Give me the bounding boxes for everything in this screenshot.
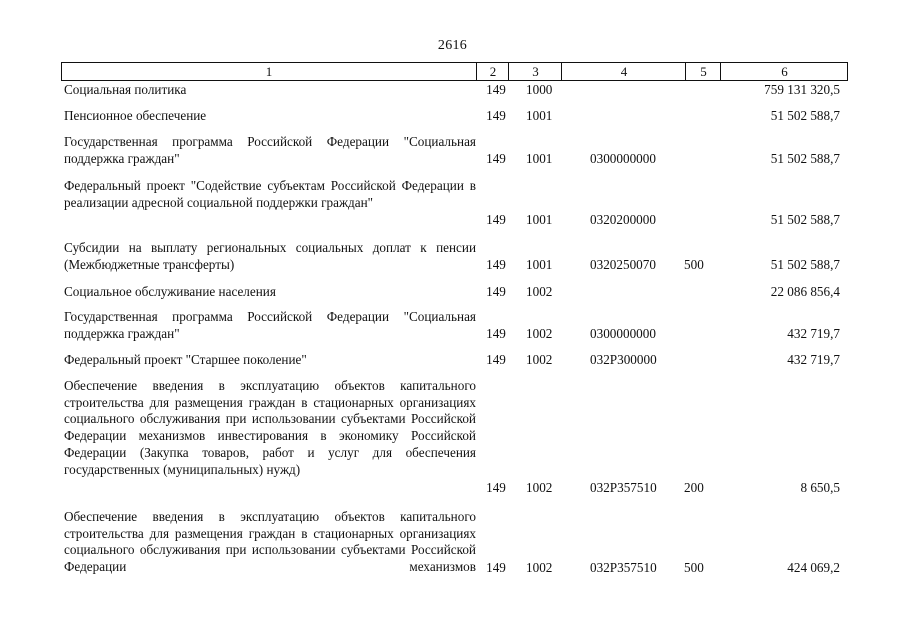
row-col-4: 0300000000 bbox=[590, 151, 656, 166]
table-row bbox=[0, 509, 905, 577]
row-name: Федеральный проект "Содействие субъектам Российской Федерации в реализации адресной социальной поддержки граждан" bbox=[64, 178, 476, 210]
row-col-3: 1001 bbox=[526, 108, 553, 123]
row-col-2: 149 bbox=[486, 326, 506, 341]
row-col-5: 500 bbox=[684, 560, 704, 575]
row-col-3: 1000 bbox=[526, 82, 553, 97]
header-col-6: 6 bbox=[720, 63, 848, 80]
row-col-4: 0320200000 bbox=[590, 212, 656, 227]
header-col-3: 3 bbox=[508, 63, 562, 80]
row-col-6: 22 086 856,4 bbox=[770, 284, 840, 299]
row-col-2: 149 bbox=[486, 560, 506, 575]
row-col-6: 759 131 320,5 bbox=[764, 82, 840, 97]
row-col-3: 1001 bbox=[526, 257, 553, 272]
row-col-6: 432 719,7 bbox=[787, 326, 840, 341]
row-name: Пенсионное обеспечение bbox=[64, 108, 207, 123]
row-col-2: 149 bbox=[486, 352, 506, 367]
row-col-3: 1002 bbox=[526, 352, 553, 367]
row-col-2: 149 bbox=[486, 284, 506, 299]
row-name: Государственная программа Российской Федерации "Социальная поддержка граждан" bbox=[64, 134, 476, 166]
row-col-4: 032P357510 bbox=[590, 480, 657, 495]
table-row bbox=[0, 309, 905, 343]
row-col-3: 1002 bbox=[526, 284, 553, 299]
row-col-4: 032P300000 bbox=[590, 352, 657, 367]
row-col-2: 149 bbox=[486, 480, 506, 495]
row-col-6: 51 502 588,7 bbox=[770, 212, 840, 227]
header-col-4: 4 bbox=[561, 63, 686, 80]
row-col-5: 500 bbox=[684, 257, 704, 272]
row-col-3: 1002 bbox=[526, 326, 553, 341]
row-col-3: 1001 bbox=[526, 212, 553, 227]
row-name: Обеспечение введения в эксплуатацию объектов капитального строительства для размещения граждан в стационарных организациях социального обслуживания при использовании субъектами Российской Федерации механизмов bbox=[64, 509, 476, 575]
page-number: 2616 bbox=[437, 38, 468, 53]
row-col-6: 51 502 588,7 bbox=[770, 151, 840, 166]
row-col-4: 0320250070 bbox=[590, 257, 656, 272]
row-col-2: 149 bbox=[486, 151, 506, 166]
row-name: Федеральный проект "Старшее поколение" bbox=[64, 352, 307, 367]
table-row bbox=[0, 82, 905, 99]
row-col-6: 51 502 588,7 bbox=[770, 108, 840, 123]
row-col-2: 149 bbox=[486, 212, 506, 227]
row-name: Государственная программа Российской Федерации "Социальная поддержка граждан" bbox=[64, 309, 476, 341]
table-row bbox=[0, 178, 905, 229]
table-row bbox=[0, 284, 905, 301]
header-col-5: 5 bbox=[685, 63, 721, 80]
table-row bbox=[0, 108, 905, 125]
header-col-1: 1 bbox=[265, 64, 273, 79]
row-col-4: 0300000000 bbox=[590, 326, 656, 341]
row-col-3: 1002 bbox=[526, 560, 553, 575]
row-name: Субсидии на выплату региональных социальных доплат к пенсии (Межбюджетные трансферты) bbox=[64, 240, 476, 272]
row-col-3: 1002 bbox=[526, 480, 553, 495]
row-col-2: 149 bbox=[486, 82, 506, 97]
row-col-6: 424 069,2 bbox=[787, 560, 840, 575]
row-col-2: 149 bbox=[486, 108, 506, 123]
table-row bbox=[0, 240, 905, 274]
row-col-6: 432 719,7 bbox=[787, 352, 840, 367]
row-name: Социальное обслуживание населения bbox=[64, 284, 276, 299]
row-col-6: 8 650,5 bbox=[800, 480, 840, 495]
row-name: Обеспечение введения в эксплуатацию объектов капитального строительства для размещения граждан в стационарных организациях социального обслуживания при использовании субъектами Российской Федерации механизмов инвестирования в экономику Российской Федерации (Закупка товаров, работ и услуг для обеспечения государственных (муниципальных) нужд) bbox=[64, 378, 476, 477]
row-col-5: 200 bbox=[684, 480, 704, 495]
row-name: Социальная политика bbox=[64, 82, 187, 97]
row-col-6: 51 502 588,7 bbox=[770, 257, 840, 272]
table-row bbox=[0, 352, 905, 369]
table-row bbox=[0, 134, 905, 168]
header-col-2: 2 bbox=[476, 63, 509, 80]
row-col-2: 149 bbox=[486, 257, 506, 272]
table-row bbox=[0, 378, 905, 497]
row-col-4: 032P357510 bbox=[590, 560, 657, 575]
table-header-row bbox=[61, 62, 848, 81]
row-col-3: 1001 bbox=[526, 151, 553, 166]
